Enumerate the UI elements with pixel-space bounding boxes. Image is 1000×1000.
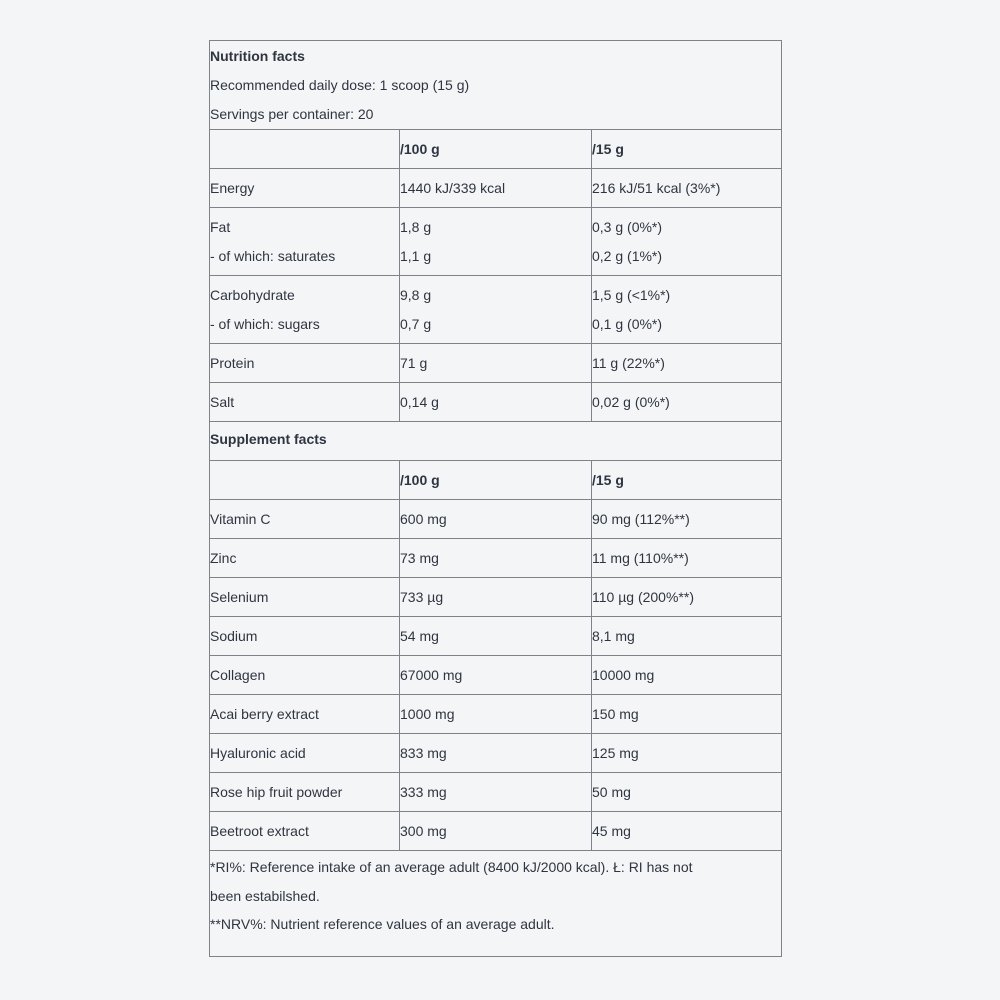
footnotes [210, 851, 781, 939]
value-15g: 11 mg (110%**) [592, 550, 689, 566]
value-100g: 0,14 g [400, 383, 592, 421]
nutrition-title: Nutrition facts [210, 48, 305, 64]
footnote-ri-cont: been estabilshed. [210, 887, 320, 904]
sugars-value-100g: 0,7 g [400, 316, 432, 332]
row-label: Vitamin C [210, 500, 400, 538]
value-100g: 300 mg [400, 812, 592, 850]
carbohydrate-value-15g: 1,5 g (<1%*) [592, 287, 671, 303]
table-row [210, 500, 781, 539]
carbohydrate-value-100g: 9,8 g [400, 287, 432, 303]
row-label: Acai berry extract [210, 695, 400, 733]
footnote-nrv: **NRV%: Nutrient reference values of an average adult. [210, 916, 555, 932]
table-row [210, 734, 781, 773]
nutrition-column-header [210, 130, 781, 169]
nutrition-header [210, 42, 781, 130]
saturates-value-15g: 0,2 g (1%*) [592, 248, 663, 264]
value-15g [592, 208, 781, 275]
saturates-label: - of which: saturates [210, 248, 336, 264]
table-row [210, 773, 781, 812]
value-100g: 733 µg [400, 578, 592, 616]
table-row-energy [210, 169, 781, 208]
value-100g: 833 mg [400, 734, 592, 772]
row-label: Collagen [210, 656, 400, 694]
value-100g: 73 mg [400, 539, 592, 577]
value-100g: 54 mg [400, 617, 592, 655]
value-15g: 50 mg [592, 784, 631, 800]
fat-value-15g: 0,3 g (0%*) [592, 219, 663, 235]
value-15g: 45 mg [592, 823, 631, 839]
sugars-value-15g: 0,1 g (0%*) [592, 316, 663, 332]
empty-header-cell [210, 461, 400, 499]
sugars-label: - of which: sugars [210, 316, 320, 332]
value-100g: 1000 mg [400, 695, 592, 733]
value-15g [592, 276, 781, 343]
value-15g: 216 kJ/51 kcal (3%*) [592, 180, 721, 196]
supplement-rows [210, 500, 781, 851]
row-label [210, 208, 400, 275]
table-row-fat [210, 208, 781, 276]
table-row [210, 539, 781, 578]
row-label: Hyaluronic acid [210, 734, 400, 772]
col-15g-header: /15 g [592, 472, 624, 488]
table-row-carbohydrate [210, 276, 781, 344]
carbohydrate-label: Carbohydrate [210, 287, 295, 303]
fat-value-100g: 1,8 g [400, 219, 432, 235]
value-15g: 110 µg (200%**) [592, 589, 694, 605]
col-100g-header: /100 g [400, 130, 592, 168]
value-100g [400, 208, 592, 275]
recommended-dose: Recommended daily dose: 1 scoop (15 g) [210, 77, 470, 93]
supplement-title: Supplement facts [210, 422, 781, 461]
table-row [210, 578, 781, 617]
row-label: Zinc [210, 539, 400, 577]
row-label: Beetroot extract [210, 812, 400, 850]
row-label: Sodium [210, 617, 400, 655]
col-100g-header: /100 g [400, 461, 592, 499]
saturates-value-100g: 1,1 g [400, 248, 432, 264]
supplement-column-header [210, 461, 781, 500]
table-row [210, 656, 781, 695]
footnote-ri: *RI%: Reference intake of an average adult (8400 kJ/2000 kcal). Ł: RI has not [210, 859, 693, 875]
value-100g: 600 mg [400, 500, 592, 538]
value-15g: 8,1 mg [592, 628, 635, 644]
row-label: Salt [210, 383, 400, 421]
fat-label: Fat [210, 219, 231, 235]
value-100g [400, 276, 592, 343]
table-row [210, 617, 781, 656]
row-label: Selenium [210, 578, 400, 616]
table-row-protein [210, 344, 781, 383]
value-15g: 11 g (22%*) [592, 355, 665, 371]
value-15g: 125 mg [592, 745, 639, 761]
row-label: Energy [210, 169, 400, 207]
value-15g: 150 mg [592, 706, 639, 722]
row-label [210, 276, 400, 343]
servings-per-container: Servings per container: 20 [210, 106, 374, 122]
table-row-salt [210, 383, 781, 422]
empty-header-cell [210, 130, 400, 168]
row-label: Protein [210, 344, 400, 382]
value-15g: 10000 mg [592, 667, 655, 683]
row-label: Rose hip fruit powder [210, 773, 400, 811]
table-row [210, 812, 781, 851]
table-row [210, 695, 781, 734]
col-15g-header: /15 g [592, 141, 624, 157]
value-100g: 67000 mg [400, 656, 592, 694]
nutrition-table [209, 40, 782, 957]
value-100g: 1440 kJ/339 kcal [400, 169, 592, 207]
value-15g: 90 mg (112%**) [592, 511, 690, 527]
value-100g: 71 g [400, 344, 592, 382]
value-15g: 0,02 g (0%*) [592, 394, 670, 410]
value-100g: 333 mg [400, 773, 592, 811]
